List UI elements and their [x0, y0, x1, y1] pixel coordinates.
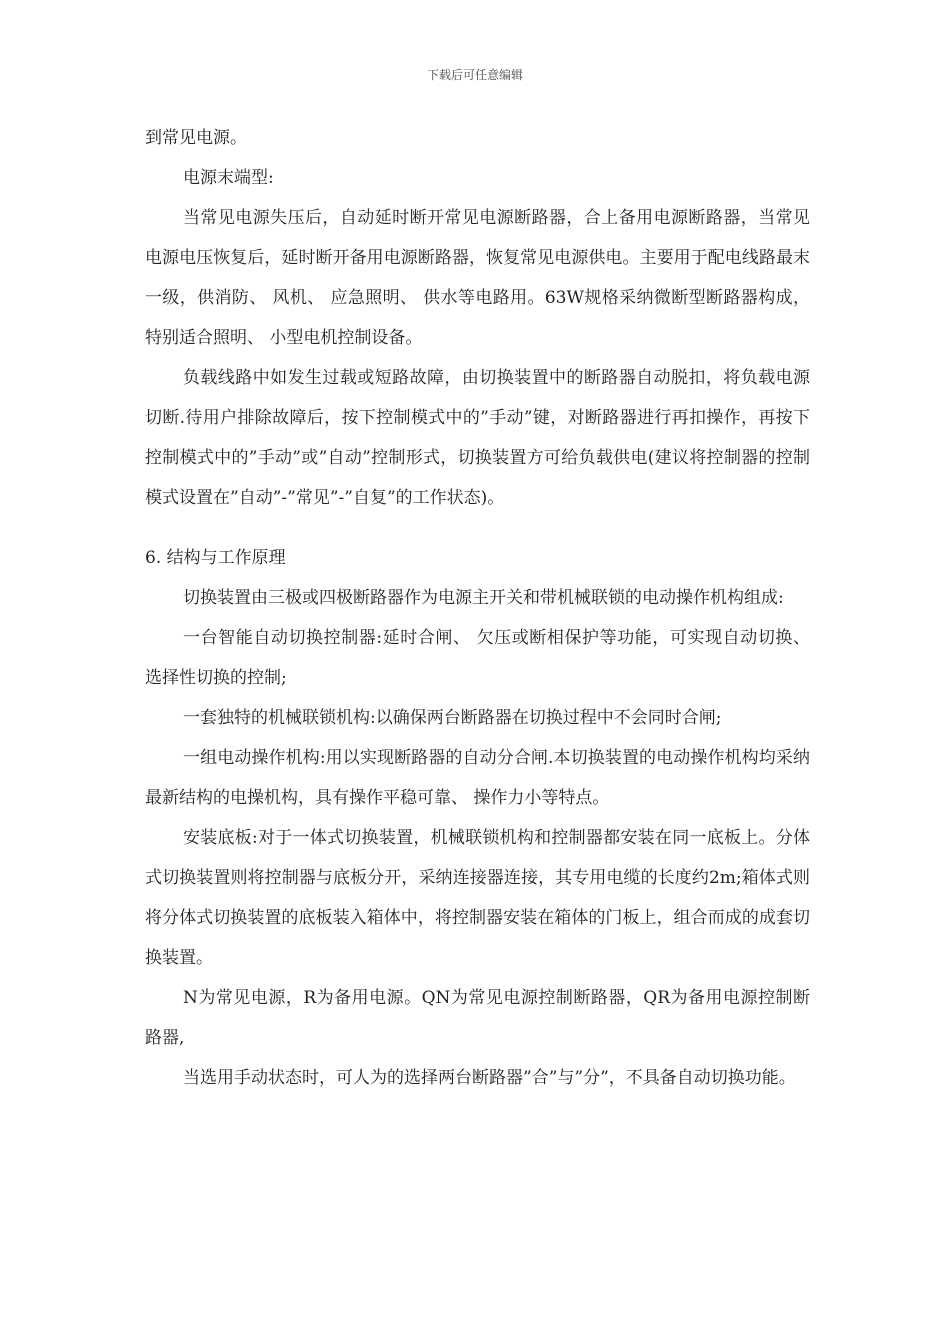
paragraph: 电源末端型:	[183, 168, 274, 188]
paragraph: 一组电动操作机构:用以实现断路器的自动分合闸.本切换装置的电动操作机构均采纳最新结构的电操机构，具有操作平稳可靠、 操作力小等特点。	[145, 748, 810, 808]
paragraph: 安装底板:对于一体式切换装置，机械联锁机构和控制器都安装在同一底板上。分体式切换装置则将控制器与底板分开，采纳连接器连接，其专用电缆的长度约2m;箱体式则将分体式切换装置的底板装入箱体中，将控制器安装在箱体的门板上，组合而成的成套切换装置。	[145, 828, 810, 968]
paragraph: 一台智能自动切换控制器:延时合闸、 欠压或断相保护等功能，可实现自动切换、 选择性切换的控制;	[145, 628, 810, 688]
paragraph: 到常见电源。	[145, 128, 247, 148]
paragraph: 一套独特的机械联锁机构:以确保两台断路器在切换过程中不会同时合闸;	[183, 708, 722, 728]
section-heading: 6. 结构与工作原理	[145, 548, 286, 568]
paragraph: 当选用手动状态时，可人为的选择两台断路器”合”与”分”，不具备自动切换功能。	[183, 1068, 796, 1088]
paragraph: 当常见电源失压后，自动延时断开常见电源断路器，合上备用电源断路器，当常见电源电压恢复后，延时断开备用电源断路器，恢复常见电源供电。主要用于配电线路最末一级，供消防、 风机、 应急照明、 供水等电路用。63W规格采纳微断型断路器构成，特别适合照明、 小型电机控制设备。	[145, 208, 810, 348]
page-header: 下载后可任意编辑	[426, 68, 523, 82]
paragraph: 切换装置由三极或四极断路器作为电源主开关和带机械联锁的电动操作机构组成:	[183, 588, 784, 608]
document-body	[145, 118, 810, 1098]
paragraph: N为常见电源，R为备用电源。QN为常见电源控制断路器，QR为备用电源控制断路器,	[145, 988, 810, 1048]
paragraph: 负载线路中如发生过载或短路故障，由切换装置中的断路器自动脱扣，将负载电源切断.待用户排除故障后，按下控制模式中的”手动”键，对断路器进行再扣操作，再按下控制模式中的”手动”或”自动”控制形式，切换装置方可给负载供电(建议将控制器的控制模式设置在”自动”-”常见”-”自复”的工作状态)。	[145, 368, 810, 508]
